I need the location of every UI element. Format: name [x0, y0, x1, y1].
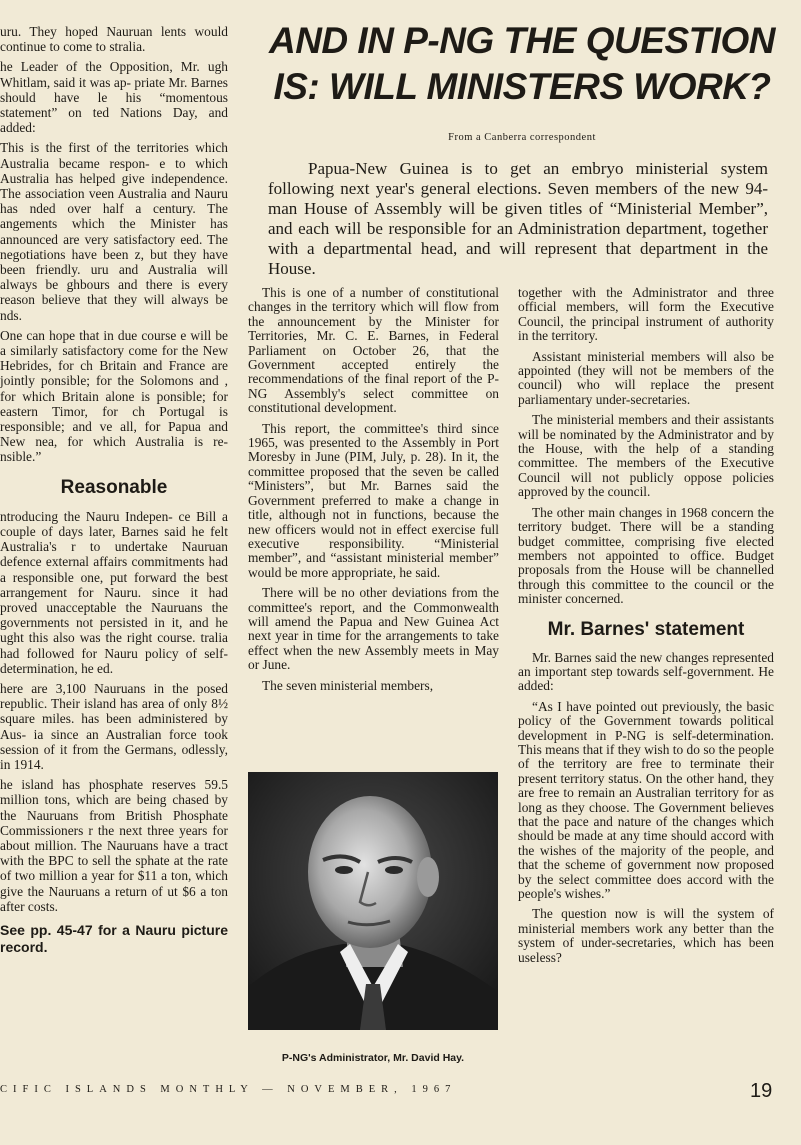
photo-caption: P-NG's Administrator, Mr. David Hay. [281, 1052, 465, 1064]
left-paragraph: This is the first of the territories which Australia became respon- e to which Australia has helped give independence. The association veen Australia and Nauru has nded over half a century. The angements which the Minister has announced are very satisfactory eed. The negotiations have been z, but they have been friendly. uru and Australia will always be ghbours and there is every reason believe that they will always be nds. [0, 140, 228, 323]
administrator-photo [248, 772, 498, 1030]
byline: From a Canberra correspondent [448, 132, 596, 143]
left-paragraph: One can hope that in due course e will be a similarly satisfactory come for the New Hebrides, for ch Britain and France are jointly ponsible; for the Solomons and , for which Britain alone is ponsible; for eastern Timor, for ch Portugal is responsible; and ve all, for Papua and New nea, for which Australia is re- nsible.” [0, 327, 228, 465]
right-paragraph: together with the Administrator and three official members, will form the Executive Council, the principal instrument of authority in the territory. [518, 285, 774, 344]
middle-paragraph: There will be no other deviations from the committee's report, and the Commonwealth will amend the Papua and New Guinea Act next year in time for the arrangements to take effect when the new Assembly meets in May or June. [248, 585, 499, 673]
right-paragraph: “As I have pointed out previously, the basic policy of the Government towards political development in P-NG is self-determination. This means that if they wish to do so the people of the territory are free to terminate their present territory status. On the other hand, they are free to remain an Australian territory for as long as they choose. The Government believes that the pace and nature of the changes which should be made at any time should accord with the wishes of the majority of the people, and that the scheme of government now proposed by the select committee does accord with the people's wishes.” [518, 698, 774, 902]
subhead-reasonable: Reasonable [60, 476, 168, 498]
running-footer: CIFIC ISLANDS MONTHLY — NOVEMBER, 1967 [0, 1084, 457, 1095]
middle-column [248, 286, 499, 699]
right-paragraph: Mr. Barnes said the new changes represented an important step towards self-government. He added: [518, 649, 774, 694]
intro-paragraph: Papua-New Guinea is to get an embryo ministerial system following next year's general elections. Seven members of the new 94-man House of Assembly will be given titles of “Ministerial Member”, and each will be responsible for an Administration department, together with a departmental head, and will represent that department in the House. [268, 159, 768, 278]
left-paragraph: ntroducing the Nauru Indepen- ce Bill a couple of days later, Barnes said he felt Australia's r to undertake Nauruan defence external affairs commitments had a responsible one, put forward the best arrangement for Nauru. since it had proved unacceptable the Nauruans the governments not persisted in it, and he ught this also was the right course. tralia had followed for Nauru policy of self-determination, he ed. [0, 508, 228, 676]
article-headline: AND IN P-NG THE QUESTION IS: WILL MINISTERS WORK? [268, 20, 776, 107]
page-number: 19 [750, 1080, 773, 1102]
left-paragraph: he Leader of the Opposition, Mr. ugh Whitlam, said it was ap- priate Mr. Barnes should have le his “momentous statement” on ted Nations Day, and added: [0, 59, 228, 136]
right-paragraph: Assistant ministerial members will also be appointed (they will not be members of the council) who will replace the present parliamentary under-secretaries. [518, 348, 774, 407]
right-column [518, 286, 774, 971]
left-paragraph: here are 3,100 Nauruans in the posed republic. Their island has area of only 8½ square miles. has been administered by Aus- ia since an Australian force took session of it from the Germans, odlessly, in 1914. [0, 680, 228, 772]
right-paragraph: The ministerial members and their assistants will be nominated by the Administrator and by the House, with the help of a standing committee. The members of the Executive Council will not publicly oppose policies approved by the council. [518, 412, 774, 500]
middle-paragraph: This report, the committee's third since 1965, was presented to the Assembly in Port Moresby in June (PIM, July, p. 28). In it, the committee proposed that the seven be called “Ministers”, but Mr. Barnes said the Government preferred to make a change in title, although not in functions, because the new officers would not in effect exercise full executive responsibility. “Ministerial member”, and “assistant ministerial member” would be more appropriate, he said. [248, 420, 499, 580]
subhead-barnes-statement: Mr. Barnes' statement [547, 618, 745, 640]
picture-record-callout: See pp. 45-47 for a Nauru picture record. [0, 921, 228, 955]
left-paragraph: he island has phosphate reserves 59.5 million tons, which are being chased by the Nauruans from British Phosphate Commissioners r the next three years for about million. The Nauruans have a tract with the BPC to sell the sphate at the rate of two million a year for $11 a ton, which give the Nauruans a return of ut $6 a ton after costs. [0, 777, 228, 914]
left-paragraph: uru. They hoped Nauruan lents would continue to come to stralia. [0, 24, 228, 55]
right-paragraph: The question now is will the system of ministerial members work any better than the system of under-secretaries, which has been useless? [518, 906, 774, 965]
right-paragraph: The other main changes in 1968 concern the territory budget. There will be a standing budget committee, comprising five elected members not appointed to office. Budget proposals from the House will be channelled through this committee to the council or the minister concerned. [518, 504, 774, 607]
left-column [0, 24, 228, 956]
middle-paragraph: The seven ministerial members, [262, 677, 434, 693]
portrait-illustration [248, 772, 498, 1030]
middle-paragraph: This is one of a number of constitutional changes in the territory which will flow from the announcement by the Minister for Territories, Mr. C. E. Barnes, in Federal Parliament on October 26, that the Government accepted entirely the recommendations of the final report of the P-NG Assembly's select committee on constitutional development. [248, 285, 499, 416]
